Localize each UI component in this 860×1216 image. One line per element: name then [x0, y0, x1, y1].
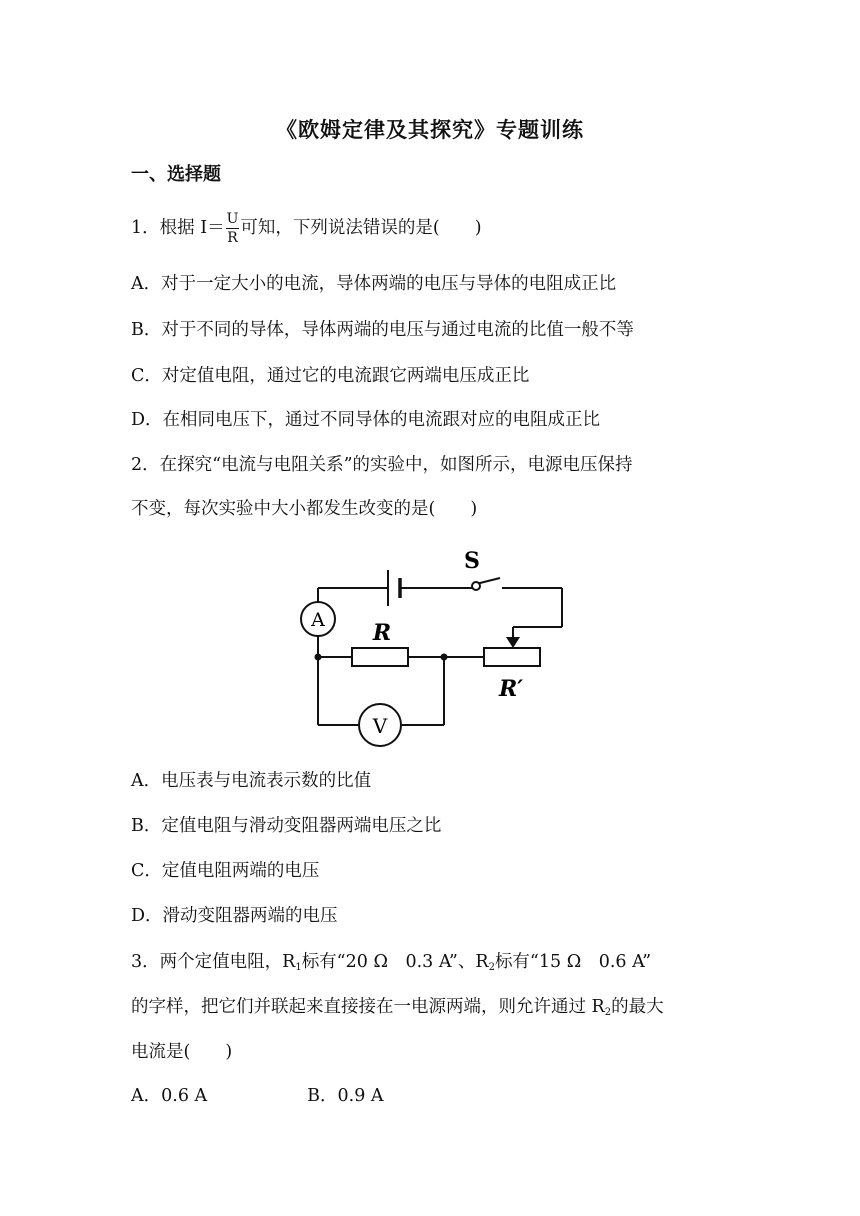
q3-text: 3．两个定值电阻，R	[131, 952, 296, 972]
q1-suffix: 可知，下列说法错误的是( )	[240, 218, 482, 238]
q1-option-d[interactable]: D．在相同电压下，通过不同导体的电流跟对应的电阻成正比	[131, 410, 601, 430]
subscript: 1	[295, 962, 302, 973]
q1-option-b[interactable]: B．对于不同的导体，导体两端的电压与通过电流的比值一般不等	[131, 320, 634, 340]
q1-option-a[interactable]: A．对于一定大小的电流，导体两端的电压与导体的电阻成正比	[131, 274, 617, 294]
formula-fraction	[226, 210, 240, 247]
q3-option-a[interactable]: A．0.6 A	[131, 1086, 208, 1106]
question-3-stem-line-1	[131, 950, 651, 980]
q3-text: 标有“20 Ω 0.3 A”、R	[301, 952, 489, 972]
question-3-stem-line-3: 电流是( )	[131, 1042, 233, 1062]
subscript: 2	[604, 1007, 612, 1018]
slider-arrow	[506, 637, 520, 648]
q1-option-c[interactable]: C．对定值电阻，通过它的电流跟它两端电压成正比	[131, 366, 530, 386]
q2-option-b[interactable]: B．定值电阻与滑动变阻器两端电压之比	[131, 816, 442, 836]
question-3-stem-line-2	[131, 995, 664, 1025]
fraction-numerator: U	[226, 211, 239, 227]
fraction-denominator: R	[227, 230, 238, 246]
q2-option-c[interactable]: C．定值电阻两端的电压	[131, 861, 320, 881]
junction-dot	[315, 654, 322, 661]
resistor-r	[352, 648, 408, 666]
q2-option-d[interactable]: D．滑动变阻器两端的电压	[131, 906, 338, 926]
document-title: 《欧姆定律及其探究》专题训练	[276, 118, 584, 142]
switch-label: S	[464, 548, 480, 574]
q2-option-a[interactable]: A．电压表与电流表示数的比值	[131, 771, 372, 791]
q3-text: 的字样，把它们并联起来直接接在一电源两端，则允许通过 R	[131, 997, 605, 1017]
resistor-label: R	[372, 620, 392, 646]
q3-text: 标有“15 Ω 0.6 A”	[494, 952, 652, 972]
junction-dot	[441, 654, 448, 661]
q3-options-row	[131, 1084, 384, 1108]
q3-text: 的最大	[611, 997, 664, 1017]
q3-option-b[interactable]: B．0.9 A	[307, 1086, 384, 1106]
question-2-stem-line-2: 不变，每次实验中大小都发生改变的是( )	[131, 499, 478, 519]
section-heading: 一、选择题	[131, 164, 221, 185]
rheostat-label: R′	[498, 676, 524, 702]
ammeter-label: A	[311, 609, 325, 631]
switch-contact	[472, 582, 480, 590]
question-1-stem	[131, 210, 482, 247]
voltmeter-label: V	[372, 714, 388, 738]
subscript: 2	[488, 962, 495, 973]
question-2-stem-line-1: 2．在探究“电流与电阻关系”的实验中，如图所示，电源电压保持	[131, 455, 633, 475]
q1-prefix: 1．根据 I＝	[131, 218, 225, 238]
rheostat-r-prime	[484, 648, 540, 666]
circuit-diagram	[290, 540, 580, 750]
